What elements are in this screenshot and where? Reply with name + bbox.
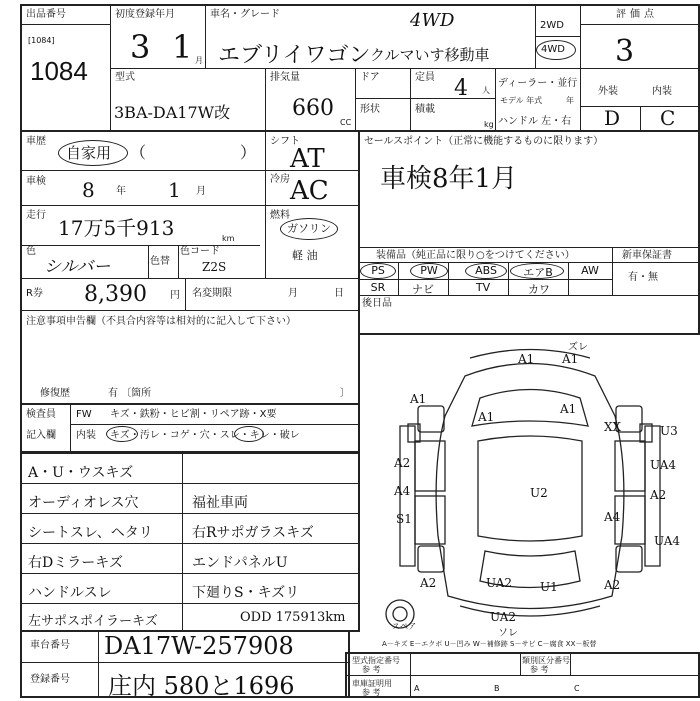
remark-right-1: 福祉車両 — [192, 495, 248, 511]
exterior-grade: D — [604, 106, 621, 130]
remark-right-2: 右Rサポガラスキズ — [192, 525, 314, 541]
mark-18: UA2 — [486, 576, 513, 590]
load-unit: kg — [484, 120, 494, 129]
remark-right-5: ODD 175913km — [240, 610, 346, 625]
reg-month: 1 — [172, 28, 193, 66]
model-drive: 4WD — [410, 10, 455, 31]
year-unit: 年 — [566, 96, 574, 105]
history-paren-close: ） — [240, 143, 257, 162]
equip-ps: PS — [371, 264, 385, 277]
mark-6: A1 — [560, 402, 577, 416]
dealer-label: ディーラー・並行 — [498, 78, 578, 89]
type-label: 型式 — [115, 72, 135, 83]
remark-right-3: エンドパネルU — [192, 555, 288, 571]
recycle-label: R券 — [26, 288, 43, 299]
spare-label: スペア — [392, 622, 416, 631]
mark-9: A2 — [394, 456, 411, 470]
displacement-value: 660 — [292, 96, 334, 121]
shift-label: シフト — [270, 136, 300, 147]
drive-2wd: 2WD — [540, 20, 564, 31]
color-code-label: 色コード — [180, 246, 220, 257]
remark-right-4: 下廻りS・キズリ — [192, 585, 300, 601]
back-label: 後日品 — [362, 298, 392, 309]
fuel-value: ガソリン — [287, 222, 331, 235]
history-paren: （ — [130, 143, 147, 162]
mark-11: A4 — [394, 484, 411, 498]
inspector-label1: 検査員 — [26, 409, 56, 420]
model-year-label: モデル 年式 — [500, 96, 543, 105]
fuel-alt: 軽 油 — [292, 249, 318, 262]
vin-label: 車庫証明用 — [352, 679, 392, 688]
history-label: 車歴 — [26, 136, 46, 147]
registration-value: 庄内 580と1696 — [108, 672, 295, 700]
equip-sr: SR — [370, 281, 386, 294]
displacement-unit: CC — [340, 118, 352, 127]
yen-unit: 円 — [170, 290, 180, 301]
vin-sub: 参 考 — [362, 688, 381, 697]
chassis-value: DA17W-257908 — [104, 632, 294, 660]
interior-items: キズ・汚レ・コゲ・穴・スレ・キレ・破レ — [110, 430, 300, 441]
mark-21: UA2 — [490, 610, 517, 624]
inspection-label: 車検 — [26, 176, 46, 187]
mark-19: U1 — [540, 580, 558, 594]
equip-airbag: エアB — [523, 266, 553, 279]
equip-leather: カワ — [528, 283, 550, 296]
label-a: A — [414, 684, 420, 693]
fw-label: FW — [76, 409, 92, 420]
repair-close: 〕 — [340, 388, 350, 399]
equipment-title: 装備品（純正品に限り○をつけてください） — [376, 250, 575, 261]
class-label: 類別区分番号 — [522, 656, 570, 665]
date-label: 名変期限 — [192, 288, 232, 299]
mileage-label: 走行 — [26, 210, 46, 221]
mark-3: A1 — [562, 352, 579, 366]
exterior-label: 外装 — [598, 86, 618, 97]
mark-7: XX — [604, 420, 622, 434]
mark-1: A1 — [518, 352, 535, 366]
month-unit: 月 — [195, 56, 203, 65]
inspector-label2: 記入欄 — [26, 430, 56, 441]
capacity-value: 4 — [454, 76, 468, 101]
lot-label: 出品番号 — [26, 9, 66, 20]
score-label: 評価点 — [616, 9, 658, 20]
label-c: C — [574, 684, 580, 693]
color-swap-label: 色替 — [150, 256, 170, 267]
mark-2: ズレ — [568, 342, 588, 353]
sales-title: セールスポイント（正常に機能するものに限ります） — [364, 136, 604, 147]
sure-circle — [234, 426, 264, 442]
mileage-value: 17万5千913 — [58, 216, 175, 240]
mark-13: U2 — [530, 486, 548, 500]
date-day: 日 — [334, 288, 344, 299]
capacity-unit: 人 — [482, 86, 490, 95]
interior-grade: C — [660, 106, 676, 130]
warranty-label: 新車保証書 — [622, 250, 672, 261]
registration-label: 登録番号 — [30, 674, 70, 685]
model-note: クルマいす移動車 — [370, 46, 490, 64]
repair-label: 修復歴 — [40, 388, 70, 399]
kizu-circle — [106, 426, 138, 442]
mark-17: A2 — [420, 576, 437, 590]
mark-5: A1 — [478, 410, 495, 424]
inspection-year: 8 — [82, 178, 95, 202]
date-month: 月 — [288, 288, 298, 299]
load-label: 積載 — [415, 104, 435, 115]
equip-pw: PW — [420, 264, 438, 277]
color-value: シルバー — [44, 257, 111, 277]
equip-tv: TV — [475, 281, 491, 294]
color-code-value: Z2S — [202, 260, 227, 274]
color-label: 色 — [26, 246, 36, 257]
label-b: B — [494, 684, 500, 693]
handle-label: ハンドル 左・右 — [498, 116, 572, 127]
drive-4wd: 4WD — [541, 44, 565, 55]
model-grade-label: 車名・グレード — [210, 9, 280, 20]
remark-left-3: シートスレ、ヘタリ — [28, 525, 153, 541]
chassis-label: 車台番号 — [30, 640, 70, 651]
mark-15: S1 — [396, 512, 412, 526]
recycle-value: 8,390 — [84, 282, 147, 307]
sales-note: 車検8年1月 — [380, 164, 518, 194]
mark-16: UA4 — [654, 534, 681, 548]
mark-8: U3 — [660, 424, 678, 438]
damage-legend: A－キズ E－エクボ U－凹み W－補修跡 S－サビ C－腐食 XX－板替 — [382, 640, 597, 648]
type-cert-label: 型式指定番号 — [352, 656, 400, 665]
lot-id-small: [1084] — [28, 36, 55, 45]
inspection-month-unit: 月 — [196, 186, 206, 197]
mark-14: A4 — [604, 510, 621, 524]
inspector-interior-label: 内装 — [76, 430, 96, 441]
mark-4: A1 — [410, 392, 427, 406]
door-label: ドア — [360, 72, 380, 83]
inspection-year-unit: 年 — [116, 186, 126, 197]
notes-title: 注意事項申告欄（不具合内容等は相対的に記入して下さい） — [26, 316, 296, 327]
model-name: エブリイワゴン — [218, 43, 371, 68]
km-unit: km — [222, 234, 235, 243]
mark-10: UA4 — [650, 458, 677, 472]
shift-value: AT — [290, 144, 325, 174]
capacity-label: 定員 — [415, 72, 435, 83]
class-sub: 参 考 — [530, 665, 549, 674]
type-cert-sub: 参 考 — [362, 665, 381, 674]
mark-12: A2 — [650, 488, 667, 502]
history-value: 自家用 — [66, 144, 112, 162]
equip-navi: ナビ — [412, 283, 434, 296]
equip-aw: AW — [581, 264, 599, 277]
fw-items: キズ・鉄粉・ヒビ割・リペア跡・X要 — [110, 409, 277, 420]
remark-left-2: オーディオレス穴 — [28, 495, 139, 511]
repair-value: 有 〔箇所 — [108, 388, 152, 399]
shape-label: 形状 — [360, 104, 380, 115]
remark-left-5: ハンドルスレ — [28, 585, 112, 601]
remark-left-4: 右Dミラーキズ — [28, 555, 123, 571]
remark-left-1: A・U・ウスキズ — [28, 465, 134, 481]
reg-year: 3 — [130, 28, 151, 66]
lot-number: 1084 — [30, 56, 88, 86]
remark-left-6: 左サポスポイラーキズ — [28, 614, 158, 629]
fuel-label: 燃料 — [270, 210, 290, 221]
type-value: 3BA-DA17W改 — [114, 103, 231, 122]
first-reg-label: 初度登録年月 — [115, 9, 175, 20]
equip-abs: ABS — [475, 264, 497, 277]
warranty-value: 有・無 — [628, 272, 658, 283]
score: 3 — [615, 34, 635, 69]
cooling-value: AC — [290, 176, 329, 206]
cooling-label: 冷房 — [270, 174, 290, 185]
mark-20: A2 — [604, 578, 621, 592]
inspection-month: 1 — [168, 178, 181, 202]
mark-22: ソレ — [498, 628, 518, 639]
interior-label: 内装 — [652, 86, 672, 97]
displacement-label: 排気量 — [270, 72, 300, 83]
